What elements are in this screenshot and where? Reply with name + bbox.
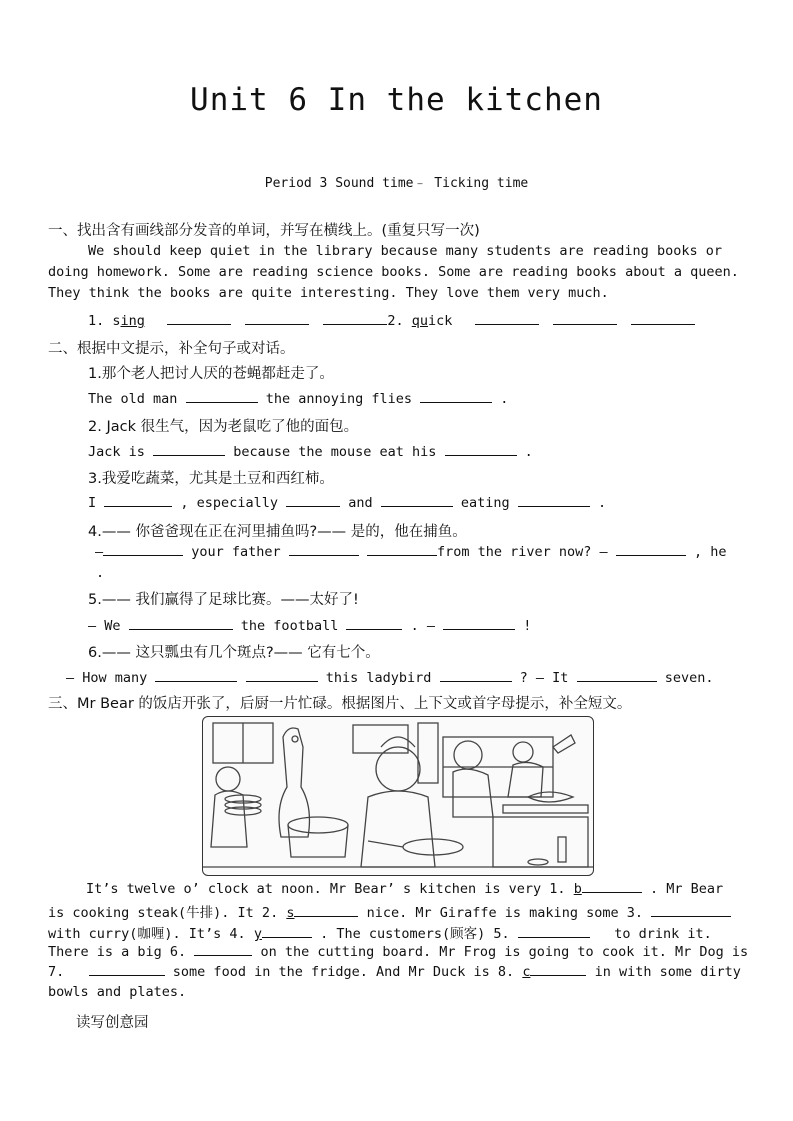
section3-heading: 三、Mr Bear 的饭店开张了，后厨一片忙碌。根据图片、上下文或首字母提示，补全短文。 (48, 696, 632, 712)
answer-blank[interactable] (186, 390, 258, 403)
answer-blank[interactable] (420, 390, 492, 403)
q5-english: — We the football . — ! (88, 618, 532, 634)
answer-blank[interactable] (104, 494, 172, 507)
answer-blank[interactable] (346, 617, 402, 630)
q4-english: — your father from the river now? — , he (95, 544, 727, 560)
passage3-line-2: is cooking steak(牛排). It 2. s nice. Mr Giraffe is making some 3. (48, 901, 731, 921)
page-subtitle: Period 3 Sound time﹣ Ticking time (264, 176, 529, 191)
answer-blank[interactable] (445, 443, 517, 456)
passage3-line-6: bowls and plates. (48, 984, 187, 1000)
section2-heading: 二、根据中文提示，补全句子或对话。 (48, 341, 295, 357)
answer-blank[interactable] (155, 669, 237, 682)
page-title: Unit 6 In the kitchen (190, 82, 603, 118)
answer-blank[interactable] (89, 963, 165, 976)
answer-blank[interactable] (443, 617, 515, 630)
answer-blank[interactable] (381, 494, 453, 507)
q5-chinese: 5.—— 我们赢得了足球比赛。——太好了! (88, 592, 359, 608)
answer-blank[interactable] (577, 669, 657, 682)
answer-blank[interactable] (103, 543, 183, 556)
answer-blank[interactable] (518, 494, 590, 507)
answer-blank[interactable] (294, 904, 358, 917)
answer-blank[interactable] (582, 880, 642, 893)
passage3-line-3: with curry(咖喱). It’s 4. y . The customers(顾客) 5. to drink it. (48, 926, 712, 942)
word-row (88, 312, 695, 329)
word1-underlined: ing (120, 313, 145, 329)
q3-english: I , especially and eating . (88, 495, 607, 511)
q6-english: — How many this ladybird ? — It seven. (66, 670, 714, 686)
answer-blank[interactable] (262, 925, 312, 938)
word2-number: 2. (387, 313, 412, 329)
footer-heading: 读写创意园 (76, 1015, 149, 1031)
answer-blank[interactable] (245, 312, 309, 325)
answer-blank[interactable] (286, 494, 340, 507)
word1-number: 1. s (88, 313, 121, 329)
q3-chinese: 3.我爱吃蔬菜，尤其是土豆和西红柿。 (88, 471, 334, 487)
passage3-line-1: It’s twelve o’ clock at noon. Mr Bear’ s kitchen is very 1. b . Mr Bear (86, 881, 724, 897)
answer-blank[interactable] (246, 669, 318, 682)
answer-blank[interactable] (530, 963, 586, 976)
q6-chinese: 6.—— 这只瓢虫有几个斑点?—— 它有七个。 (88, 645, 380, 661)
answer-blank[interactable] (129, 617, 233, 630)
answer-blank[interactable] (475, 312, 539, 325)
answer-blank[interactable] (553, 312, 617, 325)
passage-line-2: doing homework. Some are reading science books. Some are reading books about a queen. (48, 264, 739, 280)
answer-blank[interactable] (153, 443, 225, 456)
answer-blank[interactable] (289, 543, 359, 556)
q1-chinese: 1.那个老人把讨人厌的苍蝇都赶走了。 (88, 366, 334, 382)
q2-english: Jack is because the mouse eat his . (88, 444, 533, 460)
kitchen-drawing (203, 717, 593, 875)
passage-line-3: They think the books are quite interesting. They love them very much. (48, 285, 609, 301)
answer-blank[interactable] (616, 543, 686, 556)
answer-blank[interactable] (167, 312, 231, 325)
section1-heading: 一、找出含有画线部分发音的单词，并写在横线上。(重复只写一次) (48, 223, 480, 239)
answer-blank[interactable] (631, 312, 695, 325)
kitchen-illustration (202, 716, 594, 876)
answer-blank[interactable] (367, 543, 437, 556)
passage3-line-4: There is a big 6. on the cutting board. Mr Frog is going to cook it. Mr Dog is (48, 944, 749, 960)
answer-blank[interactable] (518, 925, 590, 938)
q4-period: . (96, 565, 105, 581)
answer-blank[interactable] (323, 312, 387, 325)
q1-english: The old man the annoying flies . (88, 391, 509, 407)
passage-line-1: We should keep quiet in the library because many students are reading books or (88, 243, 722, 259)
answer-blank[interactable] (194, 943, 252, 956)
q4-chinese: 4.—— 你爸爸现在正在河里捕鱼吗?—— 是的，他在捕鱼。 (88, 524, 467, 540)
word2-rest: ick (427, 313, 453, 329)
passage3-line-5: 7. some food in the fridge. And Mr Duck is 8. c in with some dirty (48, 964, 741, 980)
answer-blank[interactable] (651, 904, 731, 917)
word2-underlined: qu (411, 313, 428, 329)
q2-chinese: 2. Jack 很生气，因为老鼠吃了他的面包。 (88, 419, 359, 435)
answer-blank[interactable] (440, 669, 512, 682)
